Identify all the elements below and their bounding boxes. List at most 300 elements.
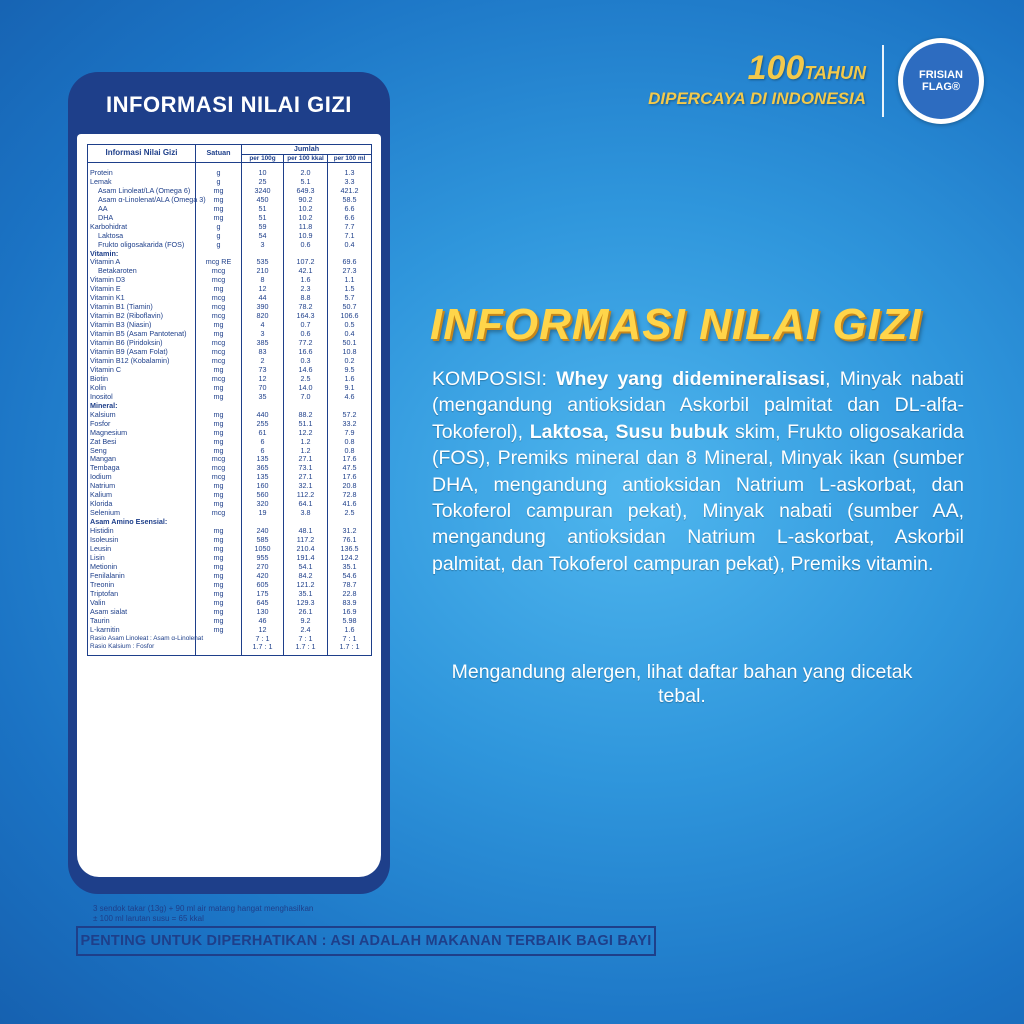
- value-per-100ml: 33.2: [328, 420, 372, 429]
- value-per-100kkal: 77.2: [284, 339, 328, 348]
- table-row: [88, 527, 372, 536]
- value-per-100g: 270: [242, 563, 284, 572]
- nutrient-unit: mg: [196, 447, 242, 456]
- value-per-100g: 59: [242, 223, 284, 232]
- value-per-100g: 83: [242, 348, 284, 357]
- value-per-100g: 645: [242, 599, 284, 608]
- composition-text-2: skim, Frukto oligosakarida (FOS), Premiks mineral dan 8 Mineral, Minyak ikan (sumber DHA, mengandung antioksidan Natrium L-askorbat, dan Tokoferol campuran pekat), Minyak nabati (sumber AA, mengandung antioksidan Natrium L-askorbat, Askorbil palmitat, dan Tokoferol campuran pekat), Premiks vitamin.: [432, 420, 964, 575]
- nutrient-unit: mg: [196, 384, 242, 393]
- value-per-100ml: 1.1: [328, 276, 372, 285]
- value-per-100g: 160: [242, 482, 284, 491]
- nutrient-unit: mg: [196, 491, 242, 500]
- table-row: [88, 635, 372, 644]
- nutrient-unit: [196, 643, 242, 655]
- nutrient-name: Metionin: [88, 563, 196, 572]
- table-row: [88, 608, 372, 617]
- nutrient-name: Asam Amino Esensial:: [88, 518, 196, 527]
- value-per-100ml: 7.1: [328, 232, 372, 241]
- value-per-100ml: 7.9: [328, 429, 372, 438]
- value-per-100g: 4: [242, 321, 284, 330]
- value-per-100g: 420: [242, 572, 284, 581]
- value-per-100g: 12: [242, 285, 284, 294]
- value-per-100kkal: 7 : 1: [284, 635, 328, 644]
- nutrition-table-body: [88, 162, 372, 655]
- table-row: [88, 473, 372, 482]
- nutrient-name: Rasio Asam Linoleat : Asam α-Linolenat: [88, 635, 196, 644]
- serving-note: [93, 904, 313, 924]
- table-row: [88, 626, 372, 635]
- value-per-100kkal: 48.1: [284, 527, 328, 536]
- nutrient-name: Vitamin B9 (Asam Folat): [88, 348, 196, 357]
- nutrient-unit: g: [196, 232, 242, 241]
- nutrient-name: Taurin: [88, 617, 196, 626]
- table-row: [88, 545, 372, 554]
- value-per-100ml: 50.1: [328, 339, 372, 348]
- value-per-100g: 320: [242, 500, 284, 509]
- table-row: [88, 581, 372, 590]
- value-per-100g: 7 : 1: [242, 635, 284, 644]
- value-per-100ml: 1.5: [328, 285, 372, 294]
- value-per-100g: 210: [242, 267, 284, 276]
- value-per-100g: 240: [242, 527, 284, 536]
- value-per-100ml: 4.6: [328, 393, 372, 402]
- nutrient-name: Vitamin K1: [88, 294, 196, 303]
- table-row: [88, 599, 372, 608]
- anniversary-tahun: TAHUN: [804, 62, 866, 83]
- value-per-100kkal: 1.2: [284, 438, 328, 447]
- value-per-100ml: 76.1: [328, 536, 372, 545]
- header-per-100g: per 100g: [242, 154, 284, 162]
- nutrient-unit: mg: [196, 482, 242, 491]
- table-row: [88, 162, 372, 177]
- nutrient-unit: g: [196, 241, 242, 250]
- value-per-100ml: 69.6: [328, 258, 372, 267]
- value-per-100ml: 10.8: [328, 348, 372, 357]
- table-row: [88, 393, 372, 402]
- nutrient-unit: mg: [196, 196, 242, 205]
- value-per-100kkal: 1.7 : 1: [284, 643, 328, 655]
- value-per-100g: 535: [242, 258, 284, 267]
- nutrient-name: Mangan: [88, 455, 196, 464]
- table-row: [88, 572, 372, 581]
- value-per-100g: 51: [242, 205, 284, 214]
- nutrient-name: Vitamin A: [88, 258, 196, 267]
- value-per-100g: 390: [242, 303, 284, 312]
- value-per-100kkal: 2.0: [284, 162, 328, 177]
- value-per-100g: 365: [242, 464, 284, 473]
- value-per-100ml: 83.9: [328, 599, 372, 608]
- nutrient-unit: mg: [196, 429, 242, 438]
- nutrient-unit: mcg: [196, 473, 242, 482]
- value-per-100kkal: 5.1: [284, 178, 328, 187]
- value-per-100kkal: 117.2: [284, 536, 328, 545]
- header-unit: Satuan: [196, 145, 242, 163]
- nutrient-unit: mg: [196, 536, 242, 545]
- value-per-100ml: 50.7: [328, 303, 372, 312]
- value-per-100kkal: 51.1: [284, 420, 328, 429]
- nutrient-unit: mcg: [196, 509, 242, 518]
- value-per-100g: 44: [242, 294, 284, 303]
- brand-header: [648, 38, 984, 124]
- value-per-100ml: 16.9: [328, 608, 372, 617]
- value-per-100ml: 17.6: [328, 473, 372, 482]
- nutrition-card: [77, 134, 381, 923]
- value-per-100g: 12: [242, 375, 284, 384]
- nutrient-unit: mcg RE: [196, 258, 242, 267]
- value-per-100ml: 5.7: [328, 294, 372, 303]
- value-per-100kkal: 164.3: [284, 312, 328, 321]
- table-row: [88, 384, 372, 393]
- value-per-100g: 8: [242, 276, 284, 285]
- nutrient-unit: mg: [196, 572, 242, 581]
- value-per-100kkal: 54.1: [284, 563, 328, 572]
- value-per-100ml: 7.7: [328, 223, 372, 232]
- value-per-100ml: 78.7: [328, 581, 372, 590]
- nutrient-name: Biotin: [88, 375, 196, 384]
- table-row: [88, 518, 372, 527]
- value-per-100kkal: 0.6: [284, 330, 328, 339]
- table-row: [88, 205, 372, 214]
- nutrient-name: Vitamin D3: [88, 276, 196, 285]
- nutrient-name: Asam sialat: [88, 608, 196, 617]
- table-row: [88, 366, 372, 375]
- table-row: [88, 285, 372, 294]
- value-per-100ml: 0.8: [328, 447, 372, 456]
- nutrient-unit: mg: [196, 321, 242, 330]
- value-per-100ml: 22.8: [328, 590, 372, 599]
- value-per-100kkal: 14.0: [284, 384, 328, 393]
- value-per-100g: 35: [242, 393, 284, 402]
- nutrient-name: Vitamin B5 (Asam Pantotenat): [88, 330, 196, 339]
- header-amount: Jumlah: [242, 145, 372, 155]
- nutrient-name: Fosfor: [88, 420, 196, 429]
- table-row: [88, 267, 372, 276]
- value-per-100kkal: 7.0: [284, 393, 328, 402]
- table-row: [88, 375, 372, 384]
- value-per-100kkal: 27.1: [284, 455, 328, 464]
- value-per-100kkal: 10.9: [284, 232, 328, 241]
- nutrient-unit: mcg: [196, 455, 242, 464]
- nutrient-unit: mcg: [196, 312, 242, 321]
- nutrient-unit: mg: [196, 330, 242, 339]
- panel-title: INFORMASI NILAI GIZI: [106, 92, 352, 117]
- table-row: [88, 563, 372, 572]
- nutrient-name: Leusin: [88, 545, 196, 554]
- value-per-100kkal: 84.2: [284, 572, 328, 581]
- nutrient-name: Histidin: [88, 527, 196, 536]
- nutrient-name: AA: [88, 205, 196, 214]
- value-per-100kkal: 0.7: [284, 321, 328, 330]
- nutrient-name: Selenium: [88, 509, 196, 518]
- value-per-100kkal: 73.1: [284, 464, 328, 473]
- nutrient-unit: mg: [196, 599, 242, 608]
- table-row: [88, 590, 372, 599]
- value-per-100g: 46: [242, 617, 284, 626]
- value-per-100ml: 2.5: [328, 509, 372, 518]
- nutrient-name: Isoleusin: [88, 536, 196, 545]
- table-row: [88, 464, 372, 473]
- value-per-100ml: 31.2: [328, 527, 372, 536]
- header-per-100ml: per 100 ml: [328, 154, 372, 162]
- nutrient-name: Rasio Kalsium : Fosfor: [88, 643, 196, 655]
- value-per-100kkal: 42.1: [284, 267, 328, 276]
- nutrient-name: Iodium: [88, 473, 196, 482]
- value-per-100ml: 1.6: [328, 626, 372, 635]
- nutrient-name: Zat Besi: [88, 438, 196, 447]
- value-per-100g: 560: [242, 491, 284, 500]
- warning-text: PENTING UNTUK DIPERHATIKAN : ASI ADALAH MAKANAN TERBAIK BAGI BAYI: [80, 933, 652, 949]
- nutrient-name: Tembaga: [88, 464, 196, 473]
- nutrient-name: Kolin: [88, 384, 196, 393]
- value-per-100kkal: 64.1: [284, 500, 328, 509]
- value-per-100g: 605: [242, 581, 284, 590]
- nutrient-name: Vitamin E: [88, 285, 196, 294]
- nutrient-name: Triptofan: [88, 590, 196, 599]
- anniversary-tagline: DIPERCAYA DI INDONESIA: [648, 88, 866, 108]
- nutrient-unit: mcg: [196, 267, 242, 276]
- table-row: [88, 438, 372, 447]
- value-per-100ml: 9.1: [328, 384, 372, 393]
- value-per-100kkal: 26.1: [284, 608, 328, 617]
- nutrient-unit: mg: [196, 554, 242, 563]
- value-per-100ml: 17.6: [328, 455, 372, 464]
- value-per-100kkal: 12.2: [284, 429, 328, 438]
- nutrient-unit: mcg: [196, 339, 242, 348]
- value-per-100g: 135: [242, 473, 284, 482]
- table-row: [88, 214, 372, 223]
- table-row: [88, 643, 372, 655]
- composition-bold-2: Laktosa, Susu bubuk: [529, 420, 729, 443]
- value-per-100g: 1.7 : 1: [242, 643, 284, 655]
- nutrient-unit: g: [196, 223, 242, 232]
- nutrient-unit: mg: [196, 590, 242, 599]
- nutrient-name: Vitamin B2 (Riboflavin): [88, 312, 196, 321]
- nutrient-name: Seng: [88, 447, 196, 456]
- value-per-100kkal: 112.2: [284, 491, 328, 500]
- nutrient-unit: mg: [196, 214, 242, 223]
- nutrition-panel: [68, 72, 390, 923]
- nutrient-unit: mcg: [196, 348, 242, 357]
- value-per-100g: 820: [242, 312, 284, 321]
- value-per-100g: 2: [242, 357, 284, 366]
- value-per-100ml: 47.5: [328, 464, 372, 473]
- value-per-100ml: 35.1: [328, 563, 372, 572]
- serving-note-line2: ± 100 ml larutan susu = 65 kkal: [93, 914, 204, 923]
- nutrient-unit: mg: [196, 187, 242, 196]
- value-per-100g: 1050: [242, 545, 284, 554]
- nutrition-table: [87, 144, 372, 656]
- nutrient-name: Magnesium: [88, 429, 196, 438]
- table-row: [88, 276, 372, 285]
- value-per-100ml: 27.3: [328, 267, 372, 276]
- value-per-100kkal: 16.6: [284, 348, 328, 357]
- value-per-100ml: 58.5: [328, 196, 372, 205]
- nutrient-name: Vitamin C: [88, 366, 196, 375]
- nutrient-name: Vitamin B12 (Kobalamin): [88, 357, 196, 366]
- value-per-100g: 585: [242, 536, 284, 545]
- value-per-100kkal: 2.5: [284, 375, 328, 384]
- nutrient-unit: mg: [196, 438, 242, 447]
- nutrient-unit: mg: [196, 608, 242, 617]
- table-row: [88, 196, 372, 205]
- nutrient-name: Treonin: [88, 581, 196, 590]
- value-per-100g: 255: [242, 420, 284, 429]
- nutrient-unit: mg: [196, 411, 242, 420]
- value-per-100kkal: 121.2: [284, 581, 328, 590]
- value-per-100g: 70: [242, 384, 284, 393]
- value-per-100ml: 9.5: [328, 366, 372, 375]
- composition-text-1: , Minyak nabati (mengandung antioksidan Askorbil palmitat dan DL-alfa-Tokoferol),: [432, 368, 964, 443]
- nutrient-unit: mg: [196, 205, 242, 214]
- value-per-100kkal: 129.3: [284, 599, 328, 608]
- nutrient-name: Klorida: [88, 500, 196, 509]
- nutrient-unit: mcg: [196, 357, 242, 366]
- nutrient-name: Kalium: [88, 491, 196, 500]
- nutrient-unit: mg: [196, 285, 242, 294]
- nutrient-name: Lisin: [88, 554, 196, 563]
- value-per-100kkal: 1.2: [284, 447, 328, 456]
- value-per-100ml: 20.8: [328, 482, 372, 491]
- value-per-100g: 955: [242, 554, 284, 563]
- value-per-100g: 10: [242, 162, 284, 177]
- value-per-100ml: 0.4: [328, 330, 372, 339]
- nutrient-unit: g: [196, 178, 242, 187]
- nutrient-unit: mcg: [196, 464, 242, 473]
- header-nutrient: Informasi Nilai Gizi: [88, 145, 196, 163]
- value-per-100kkal: 2.4: [284, 626, 328, 635]
- value-per-100g: 3240: [242, 187, 284, 196]
- value-per-100kkal: 0.3: [284, 357, 328, 366]
- nutrient-name: Betakaroten: [88, 267, 196, 276]
- value-per-100ml: 72.8: [328, 491, 372, 500]
- table-row: [88, 411, 372, 420]
- nutrient-name: Lemak: [88, 178, 196, 187]
- value-per-100kkal: 10.2: [284, 205, 328, 214]
- nutrient-name: L-karnitin: [88, 626, 196, 635]
- nutrient-unit: mg: [196, 366, 242, 375]
- nutrient-unit: mcg: [196, 276, 242, 285]
- main-title: INFORMASI NILAI GIZI: [430, 300, 922, 349]
- value-per-100ml: 136.5: [328, 545, 372, 554]
- nutrient-name: Asam α-Linolenat/ALA (Omega 3): [88, 196, 196, 205]
- composition-label: KOMPOSISI:: [432, 368, 547, 390]
- value-per-100g: 51: [242, 214, 284, 223]
- value-per-100kkal: 9.2: [284, 617, 328, 626]
- table-row: [88, 447, 372, 456]
- value-per-100g: 61: [242, 429, 284, 438]
- value-per-100ml: 6.6: [328, 205, 372, 214]
- logo-text-line2: FLAG®: [921, 81, 961, 93]
- value-per-100ml: 57.2: [328, 411, 372, 420]
- nutrient-name: Karbohidrat: [88, 223, 196, 232]
- nutrient-name: Vitamin B6 (Piridoksin): [88, 339, 196, 348]
- value-per-100ml: 124.2: [328, 554, 372, 563]
- nutrient-unit: mg: [196, 500, 242, 509]
- table-row: [88, 500, 372, 509]
- value-per-100ml: 5.98: [328, 617, 372, 626]
- value-per-100g: 135: [242, 455, 284, 464]
- nutrient-unit: mg: [196, 420, 242, 429]
- value-per-100g: 130: [242, 608, 284, 617]
- value-per-100ml: 0.8: [328, 438, 372, 447]
- value-per-100kkal: 1.6: [284, 276, 328, 285]
- nutrient-unit: mg: [196, 617, 242, 626]
- value-per-100ml: 6.6: [328, 214, 372, 223]
- value-per-100g: 12: [242, 626, 284, 635]
- value-per-100kkal: 210.4: [284, 545, 328, 554]
- value-per-100g: 385: [242, 339, 284, 348]
- value-per-100ml: 1.6: [328, 375, 372, 384]
- value-per-100ml: 421.2: [328, 187, 372, 196]
- nutrient-name: Mineral:: [88, 402, 196, 411]
- value-per-100g: 54: [242, 232, 284, 241]
- value-per-100kkal: 90.2: [284, 196, 328, 205]
- frisian-flag-logo: [898, 38, 984, 124]
- table-row: [88, 554, 372, 563]
- table-row: [88, 402, 372, 411]
- table-row: [88, 357, 372, 366]
- value-per-100kkal: 32.1: [284, 482, 328, 491]
- value-per-100kkal: 88.2: [284, 411, 328, 420]
- value-per-100ml: 41.6: [328, 500, 372, 509]
- nutrient-unit: mg: [196, 527, 242, 536]
- value-per-100ml: 1.3: [328, 162, 372, 177]
- nutrient-name: Vitamin B3 (Niasin): [88, 321, 196, 330]
- value-per-100kkal: 2.3: [284, 285, 328, 294]
- value-per-100kkal: 649.3: [284, 187, 328, 196]
- value-per-100kkal: 14.6: [284, 366, 328, 375]
- nutrient-name: Vitamin B1 (Tiamin): [88, 303, 196, 312]
- nutrient-name: Laktosa: [88, 232, 196, 241]
- value-per-100g: 3: [242, 330, 284, 339]
- serving-note-line1: 3 sendok takar (13g) + 90 ml air matang hangat menghasilkan: [93, 904, 314, 913]
- table-row: [88, 455, 372, 464]
- anniversary-years: 100: [747, 48, 805, 87]
- brand-divider: [882, 45, 884, 117]
- nutrient-name: Natrium: [88, 482, 196, 491]
- table-row: [88, 617, 372, 626]
- value-per-100ml: 7 : 1: [328, 635, 372, 644]
- table-row: [88, 491, 372, 500]
- table-row: [88, 223, 372, 232]
- allergen-note: Mengandung alergen, lihat daftar bahan yang dicetak tebal.: [451, 661, 913, 707]
- value-per-100g: 175: [242, 590, 284, 599]
- nutrient-unit: mcg: [196, 375, 242, 384]
- breastfeeding-warning: [76, 926, 656, 956]
- value-per-100ml: 106.6: [328, 312, 372, 321]
- nutrient-name: Fenilalanin: [88, 572, 196, 581]
- nutrient-name: DHA: [88, 214, 196, 223]
- value-per-100kkal: 8.8: [284, 294, 328, 303]
- value-per-100kkal: 78.2: [284, 303, 328, 312]
- value-per-100g: 25: [242, 178, 284, 187]
- nutrient-name: Vitamin:: [88, 250, 196, 259]
- table-row: [88, 429, 372, 438]
- nutrient-name: Valin: [88, 599, 196, 608]
- value-per-100ml: 3.3: [328, 178, 372, 187]
- nutrient-unit: mg: [196, 581, 242, 590]
- value-per-100g: 450: [242, 196, 284, 205]
- header-per-100kkal: per 100 kkal: [284, 154, 328, 162]
- nutrient-unit: mg: [196, 626, 242, 635]
- nutrient-unit: g: [196, 162, 242, 177]
- table-row: [88, 241, 372, 250]
- table-row: [88, 536, 372, 545]
- value-per-100g: 19: [242, 509, 284, 518]
- composition-text: [432, 366, 964, 577]
- value-per-100ml: 1.7 : 1: [328, 643, 372, 655]
- logo-text-line1: FRISIAN: [919, 69, 963, 81]
